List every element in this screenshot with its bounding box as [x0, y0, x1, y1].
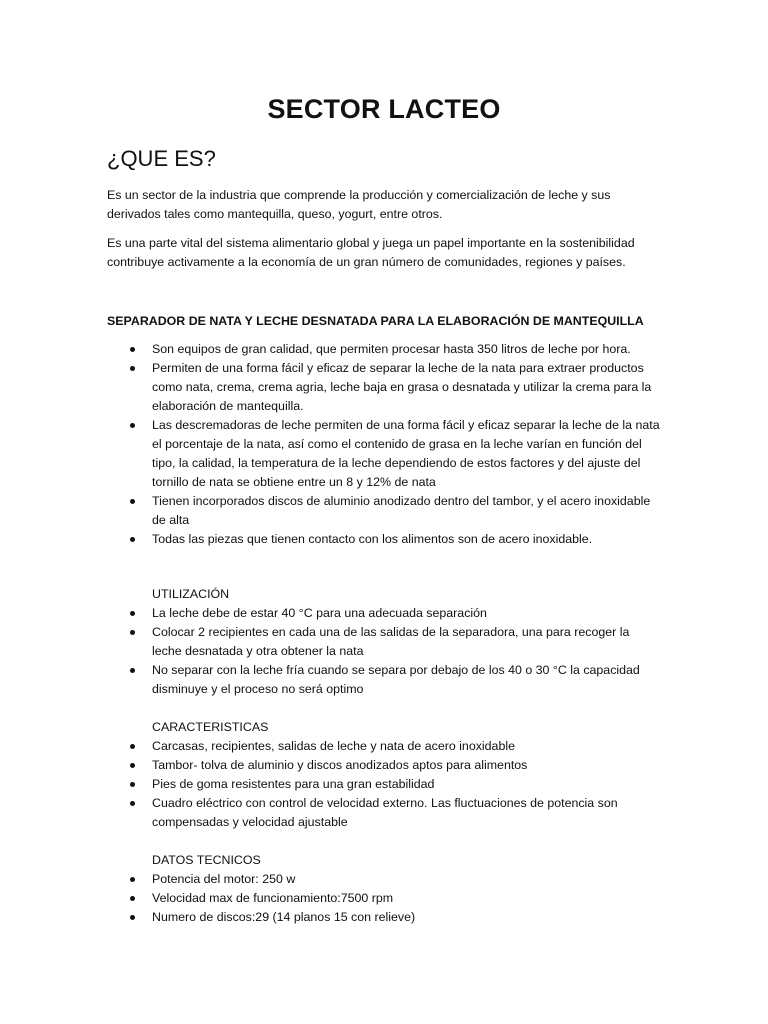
- list-item-text: Las descremadoras de leche permiten de una forma fácil y eficaz separar la leche de la nata el porcentaje de la nata, así como el contenido de grasa en la leche varían en función del tipo, la calidad, la temperatura de la leche dependiendo de estos factores y del ajuste del tornillo de nata se obtiene entre un 8 y 12% de nata: [152, 418, 660, 489]
- list-item-text: Cuadro eléctrico con control de velocidad externo. Las fluctuaciones de potencia son compensadas y velocidad ajustable: [152, 796, 618, 829]
- bullet-icon: [130, 915, 135, 920]
- bullet-icon: [130, 782, 135, 787]
- subheading-caracteristicas: CARACTERISTICAS: [152, 720, 269, 734]
- list-item-text: La leche debe de estar 40 °C para una adecuada separación: [152, 606, 487, 620]
- list-item: [0, 737, 662, 756]
- list-item-text: Carcasas, recipientes, salidas de leche y nata de acero inoxidable: [152, 739, 515, 753]
- list-item: [0, 340, 662, 359]
- bullet-icon: [130, 877, 135, 882]
- document-title: SECTOR LACTEO: [267, 94, 501, 124]
- list-item-text: Permiten de una forma fácil y eficaz de separar la leche de la nata para extraer productos como nata, crema, crema agria, leche baja en grasa o desnatada y utilizar la crema para la elaboración de mantequilla.: [152, 361, 652, 413]
- list-item: [0, 604, 662, 623]
- bullet-icon: [130, 347, 135, 352]
- list-item-text: Tambor- tolva de aluminio y discos anodizados aptos para alimentos: [152, 758, 528, 772]
- bullet-icon: [130, 801, 135, 806]
- list-item: [0, 870, 662, 889]
- list-item: [0, 889, 662, 908]
- list-item-text: Colocar 2 recipientes en cada una de las salidas de la separadora, una para recoger la leche desnatada y otra obtener la nata: [152, 625, 630, 658]
- bullet-icon: [130, 763, 135, 768]
- bullet-icon: [130, 366, 135, 371]
- list-item: [0, 661, 662, 699]
- list-item: [0, 794, 662, 832]
- bullet-icon: [130, 668, 135, 673]
- bullet-icon: [130, 499, 135, 504]
- list-item-text: No separar con la leche fría cuando se separa por debajo de los 40 o 30 °C la capacidad disminuye y el proceso no será optimo: [152, 663, 640, 696]
- bullet-icon: [130, 896, 135, 901]
- list-item: [0, 492, 662, 530]
- list-item: [0, 416, 662, 492]
- section-title-que-es: ¿QUE ES?: [107, 146, 216, 171]
- list-item-text: Todas las piezas que tienen contacto con los alimentos son de acero inoxidable.: [152, 532, 593, 546]
- section-heading-separador: SEPARADOR DE NATA Y LECHE DESNATADA PARA LA ELABORACIÓN DE MANTEQUILLA: [107, 314, 644, 328]
- bullet-icon: [130, 537, 135, 542]
- list-item-text: Son equipos de gran calidad, que permiten procesar hasta 350 litros de leche por hora.: [152, 342, 631, 356]
- list-item-text: Tienen incorporados discos de aluminio anodizado dentro del tambor, y el acero inoxidable de alta: [152, 494, 651, 527]
- bullet-list-datos-tecnicos: [0, 870, 768, 927]
- bullet-icon: [130, 611, 135, 616]
- bullet-icon: [130, 744, 135, 749]
- subheading-utilizacion: UTILIZACIÓN: [152, 587, 230, 601]
- list-item-text: Velocidad max de funcionamiento:7500 rpm: [152, 891, 394, 905]
- bullet-icon: [130, 423, 135, 428]
- paragraph-intro: Es un sector de la industria que comprende la producción y comercialización de leche y sus derivados tales como mantequilla, queso, yogurt, entre otros.: [107, 188, 611, 221]
- list-item: [0, 530, 662, 549]
- subheading-datos-tecnicos: DATOS TECNICOS: [152, 853, 261, 867]
- list-item: [0, 775, 662, 794]
- bullet-list-utilizacion: [0, 604, 768, 699]
- bullet-icon: [130, 630, 135, 635]
- paragraph-importance: Es una parte vital del sistema alimentario global y juega un papel importante en la sostenibilidad contribuye activamente a la economía de un gran número de comunidades, regiones y países.: [107, 236, 635, 269]
- list-item-text: Numero de discos:29 (14 planos 15 con relieve): [152, 910, 416, 924]
- list-item: [0, 908, 662, 927]
- list-item-text: Potencia del motor: 250 w: [152, 872, 296, 886]
- list-item-text: Pies de goma resistentes para una gran estabilidad: [152, 777, 435, 791]
- list-item: [0, 359, 662, 416]
- list-item: [0, 756, 662, 775]
- list-item: [0, 623, 662, 661]
- bullet-list-separador: [0, 340, 768, 549]
- bullet-list-caracteristicas: [0, 737, 768, 832]
